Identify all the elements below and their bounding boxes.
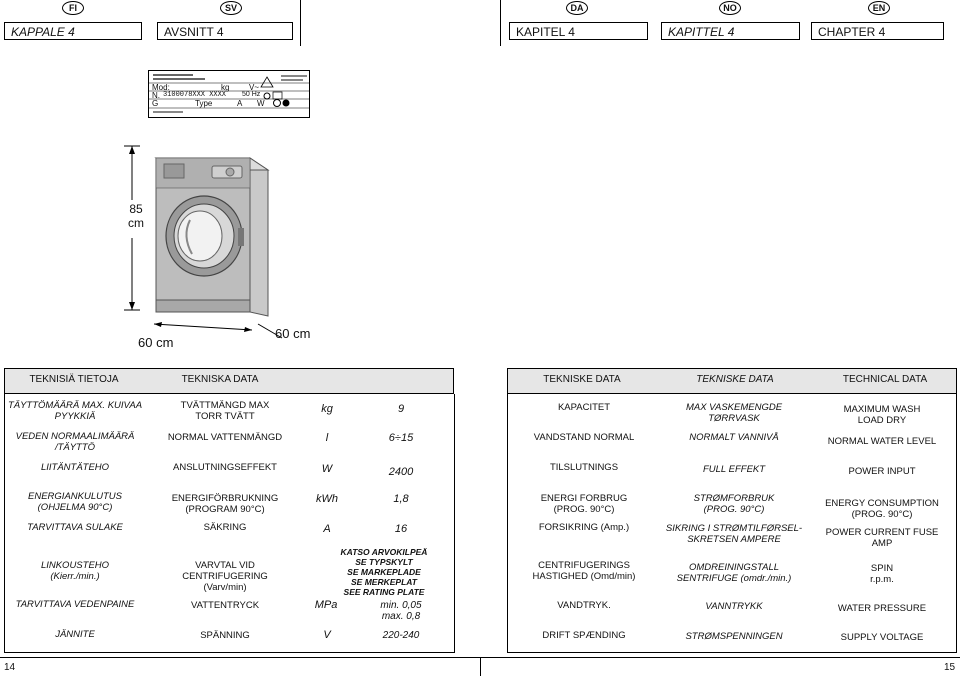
row-spin-value: KATSO ARVOKILPEÄ SE TYPSKYLT SE MARKEPLADE SE MERKEPLAT SEE RATING PLATE	[340, 547, 428, 597]
row-water-level-sv: NORMAL VATTENMÄNGD	[167, 432, 283, 443]
row-fuse-value: 16	[394, 523, 408, 535]
row-water-pressure-da: VANDTRYK.	[557, 600, 611, 611]
row-water-level-value: 6÷15	[388, 432, 414, 444]
row-voltage-sv: SPÄNNING	[200, 630, 250, 641]
row-fuse-da: FORSIKRING (Amp.)	[538, 522, 630, 533]
header-fi: TEKNISIÄ TIETOJA	[29, 374, 119, 385]
row-water-pressure-no: VANNTRYKK	[705, 601, 763, 612]
row-water-level-en: NORMAL WATER LEVEL	[827, 436, 937, 447]
row-capacity-da: KAPACITET	[557, 402, 611, 413]
table-border	[454, 394, 455, 652]
washing-machine-illustration	[120, 140, 320, 350]
row-capacity-no: MAX VASKEMENGDE TØRRVASK	[685, 402, 783, 424]
page-number-right: 15	[944, 662, 956, 673]
row-fuse-no: SIKRING I STRØMTILFØRSEL- SKRETSEN AMPERE	[665, 523, 803, 545]
page-number-left: 14	[4, 662, 16, 673]
row-power-input-da: TILSLUTNINGS	[549, 462, 619, 473]
row-capacity-fi: TÄYTTÖMÄÄRÄ MAX. KUIVAA PYYKKIÄ	[7, 400, 143, 422]
row-water-level-unit: l	[325, 432, 329, 444]
row-fuse-unit: A	[323, 523, 331, 535]
row-spin-da: CENTRIFUGERINGS HASTIGHED (Omd/min)	[532, 560, 636, 582]
row-energy-en: ENERGY CONSUMPTION (PROG. 90°C)	[825, 498, 939, 520]
table-border	[956, 394, 957, 652]
row-energy-unit: kWh	[316, 493, 338, 505]
plate-hz: 50 Hz	[242, 91, 261, 98]
row-fuse-en: POWER CURRENT FUSE AMP	[825, 527, 939, 549]
table-border	[507, 394, 508, 652]
row-water-level-da: VANDSTAND NORMAL	[533, 432, 635, 443]
depth-dimension-label: 60 cm	[275, 326, 311, 341]
table-border	[4, 652, 455, 653]
row-water-pressure-fi: TARVITTAVA VEDENPAINE	[15, 599, 135, 610]
plate-serial: 3100078XXX XXXX	[163, 91, 227, 99]
table-border	[507, 652, 957, 653]
chapter-fi: KAPPALE 4	[4, 22, 142, 40]
header-divider	[500, 0, 501, 46]
width-dimension-label: 60 cm	[138, 335, 174, 350]
row-capacity-en: MAXIMUM WASH LOAD DRY	[843, 404, 921, 426]
header-da: TEKNISKE DATA	[543, 374, 621, 385]
plate-mod: Mod:	[152, 83, 170, 92]
row-fuse-fi: TARVITTAVA SULAKE	[27, 522, 123, 533]
flag-no: NO	[719, 1, 741, 15]
row-power-input-fi: LIITÄNTÄTEHO	[40, 462, 110, 473]
chapter-da: KAPITEL 4	[509, 22, 648, 40]
row-voltage-en: SUPPLY VOLTAGE	[840, 632, 924, 643]
row-spin-en: SPIN r.p.m.	[870, 563, 894, 585]
row-water-pressure-unit: MPa	[314, 599, 338, 611]
header-sv: TEKNISKA DATA	[181, 374, 259, 385]
row-energy-no: STRØMFORBRUK (PROG. 90°C)	[693, 493, 775, 515]
header-en: TECHNICAL DATA	[842, 374, 928, 385]
row-capacity-unit: kg	[321, 403, 333, 415]
row-energy-da: ENERGI FORBRUG (PROG. 90°C)	[540, 493, 628, 515]
row-power-input-value: 2400	[388, 466, 414, 478]
row-capacity-sv: TVÄTTMÄNGD MAX TORR TVÄTT	[180, 400, 270, 422]
plate-type: Type	[195, 99, 213, 108]
flag-da: DA	[566, 1, 588, 15]
height-dimension-label: 85 cm	[118, 200, 154, 238]
row-spin-no: OMDREININGSTALL SENTRIFUGE (omdr./min.)	[676, 562, 792, 584]
plate-w: W	[257, 99, 265, 108]
plate-a: A	[237, 99, 243, 108]
row-power-input-unit: W	[321, 463, 333, 475]
plate-v: V~	[249, 83, 260, 92]
row-spin-fi: LINKOUSTEHO (Kierr./min.)	[40, 560, 110, 582]
row-water-pressure-en: WATER PRESSURE	[837, 603, 927, 614]
row-fuse-sv: SÄKRING	[203, 522, 247, 533]
row-power-input-en: POWER INPUT	[848, 466, 916, 477]
chapter-sv: AVSNITT 4	[157, 22, 293, 40]
row-voltage-da: DRIFT SPÆNDING	[542, 630, 626, 641]
header-no: TEKNISKE DATA	[696, 374, 774, 385]
row-water-level-fi: VEDEN NORMAALIMÄÄRÄ /TÄYTTÖ	[15, 431, 135, 453]
row-voltage-value: 220-240	[382, 630, 420, 641]
row-voltage-fi: JÄNNITE	[55, 629, 95, 640]
rating-plate	[148, 70, 310, 118]
row-energy-value: 1,8	[393, 493, 409, 505]
chapter-no: KAPITTEL 4	[661, 22, 800, 40]
row-energy-sv: ENERGIFÖRBRUKNING (PROGRAM 90°C)	[171, 493, 279, 515]
table-border	[4, 394, 5, 652]
plate-n: N.	[152, 91, 160, 100]
chapter-en: CHAPTER 4	[811, 22, 944, 40]
flag-fi: FI	[62, 1, 84, 15]
row-voltage-no: STRØMSPENNINGEN	[685, 631, 783, 642]
flag-en: EN	[868, 1, 890, 15]
row-energy-fi: ENERGIANKULUTUS (OHJELMA 90°C)	[28, 491, 122, 513]
plate-kg: kg	[221, 83, 230, 92]
row-water-pressure-sv: VATTENTRYCK	[190, 600, 260, 611]
flag-sv: SV	[220, 1, 242, 15]
row-power-input-sv: ANSLUTNINGSEFFEKT	[173, 462, 277, 473]
row-spin-sv: VARVTAL VID CENTRIFUGERING (Varv/min)	[182, 560, 268, 593]
plate-g: G	[152, 99, 159, 108]
row-water-pressure-value: min. 0,05 max. 0,8	[380, 600, 422, 622]
page-divider	[480, 657, 481, 676]
row-power-input-no: FULL EFFEKT	[702, 464, 766, 475]
row-voltage-unit: V	[323, 629, 331, 641]
row-capacity-value: 9	[397, 403, 405, 415]
header-divider	[300, 0, 301, 46]
row-water-level-no: NORMALT VANNIVÅ	[689, 432, 779, 443]
